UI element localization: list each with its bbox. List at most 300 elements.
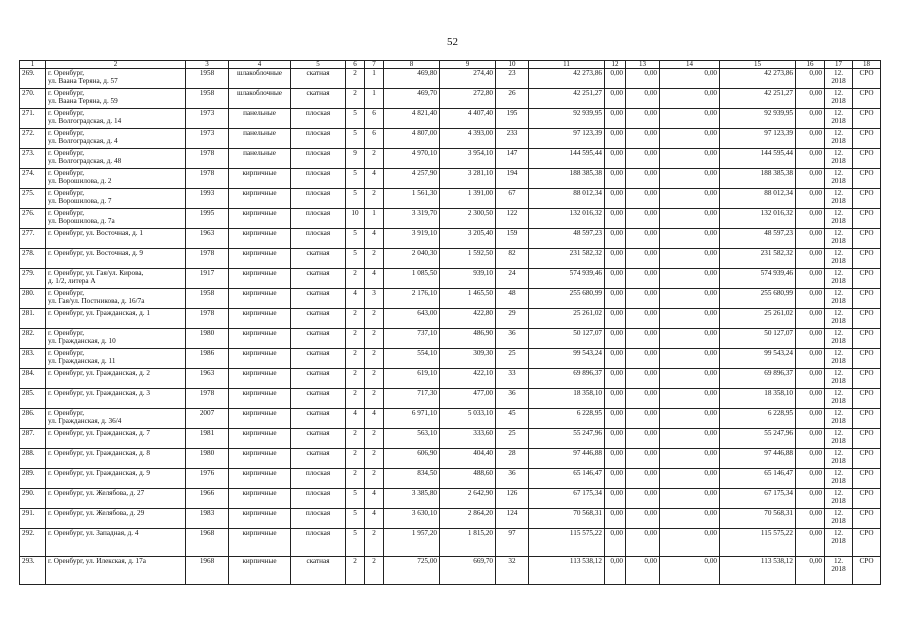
table-row [20,369,881,389]
residential-area-cell: 477,00 [440,389,496,409]
floors-count-cell: 2 [346,557,365,585]
residents-count-cell: 48 [496,289,529,309]
specific-cost-cell: 0,00 [796,409,825,429]
fund-local-cell: 0,00 [660,289,720,309]
address-cell [46,389,186,409]
fund-federal-cell: 0,00 [605,229,626,249]
fund-owners-cell: 97 446,88 [720,449,796,469]
completion-deadline-cell: 12. 2018 [825,489,853,509]
fund-local-cell: 0,00 [660,469,720,489]
roof-type-cell: скатная [291,557,346,585]
fund-local-cell: 0,00 [660,149,720,169]
address-line-2: ул. Ваана Теряна, д. 59 [48,97,118,105]
funding-method-cell: СРО [853,369,881,389]
fund-local-cell: 0,00 [660,209,720,229]
fund-owners-cell: 97 123,39 [720,129,796,149]
fund-local-cell: 0,00 [660,369,720,389]
fund-regional-cell: 0,00 [626,209,660,229]
total-area-cell: 554,10 [384,349,440,369]
column-number-header: 17 [825,61,853,69]
fund-regional-cell: 0,00 [626,149,660,169]
address-line-1: г. Оренбург, [48,169,85,177]
commission-year-cell: 1995 [186,209,229,229]
address-cell [46,489,186,509]
completion-deadline-cell: 12. 2018 [825,449,853,469]
fund-federal-cell: 0,00 [605,389,626,409]
table-row [20,449,881,469]
fund-local-cell: 0,00 [660,169,720,189]
funding-method-cell: СРО [853,489,881,509]
fund-federal-cell: 0,00 [605,69,626,89]
floors-count-cell: 5 [346,109,365,129]
residents-count-cell: 28 [496,449,529,469]
commission-year-cell: 1978 [186,249,229,269]
commission-year-cell: 1976 [186,469,229,489]
total-area-cell: 6 971,10 [384,409,440,429]
commission-year-cell: 2007 [186,409,229,429]
column-number-header: 9 [440,61,496,69]
wall-material-cell: кирпичные [229,229,291,249]
entrances-count-cell: 2 [365,429,384,449]
specific-cost-cell: 0,00 [796,429,825,449]
column-number-header: 13 [626,61,660,69]
address-cell [46,289,186,309]
table-row [20,329,881,349]
housing-registry-table [19,60,881,585]
entrances-count-cell: 1 [365,69,384,89]
funding-method-cell: СРО [853,429,881,449]
row-number-cell: 286. [20,409,46,429]
residents-count-cell: 45 [496,409,529,429]
wall-material-cell: кирпичные [229,429,291,449]
residents-count-cell: 97 [496,529,529,557]
repair-cost-cell: 55 247,96 [529,429,605,449]
row-number-cell: 272. [20,129,46,149]
row-number-cell: 274. [20,169,46,189]
specific-cost-cell: 0,00 [796,249,825,269]
residents-count-cell: 32 [496,557,529,585]
column-number-header: 15 [720,61,796,69]
specific-cost-cell: 0,00 [796,389,825,409]
address-line-1: г. Оренбург, [48,109,85,117]
address-cell [46,89,186,109]
address-line-1: г. Оренбург, ул. Гражданская, д. 8 [48,449,150,457]
commission-year-cell: 1978 [186,309,229,329]
table-row [20,389,881,409]
wall-material-cell: кирпичные [229,169,291,189]
specific-cost-cell: 0,00 [796,449,825,469]
address-line-2: ул. Ворошилова, д. 2 [48,177,112,185]
residential-area-cell: 2 300,50 [440,209,496,229]
entrances-count-cell: 2 [365,349,384,369]
completion-deadline-cell: 12. 2018 [825,289,853,309]
floors-count-cell: 5 [346,249,365,269]
wall-material-cell: панельные [229,109,291,129]
total-area-cell: 4 821,40 [384,109,440,129]
fund-regional-cell: 0,00 [626,509,660,529]
wall-material-cell: кирпичные [229,529,291,557]
completion-deadline-cell: 12. 2018 [825,229,853,249]
fund-regional-cell: 0,00 [626,329,660,349]
fund-owners-cell: 88 012,34 [720,189,796,209]
table-row [20,489,881,509]
commission-year-cell: 1968 [186,557,229,585]
specific-cost-cell: 0,00 [796,69,825,89]
fund-local-cell: 0,00 [660,109,720,129]
total-area-cell: 717,30 [384,389,440,409]
completion-deadline-cell: 12. 2018 [825,509,853,529]
address-cell [46,129,186,149]
repair-cost-cell: 6 228,95 [529,409,605,429]
floors-count-cell: 2 [346,389,365,409]
fund-federal-cell: 0,00 [605,169,626,189]
row-number-cell: 292. [20,529,46,557]
funding-method-cell: СРО [853,269,881,289]
completion-deadline-cell: 12. 2018 [825,189,853,209]
floors-count-cell: 4 [346,289,365,309]
specific-cost-cell: 0,00 [796,557,825,585]
fund-federal-cell: 0,00 [605,129,626,149]
residents-count-cell: 195 [496,109,529,129]
table-row [20,529,881,557]
specific-cost-cell: 0,00 [796,529,825,557]
fund-regional-cell: 0,00 [626,557,660,585]
fund-federal-cell: 0,00 [605,429,626,449]
fund-federal-cell: 0,00 [605,349,626,369]
address-line-2: ул. Волгоградская, д. 14 [48,117,122,125]
repair-cost-cell: 144 595,44 [529,149,605,169]
row-number-cell: 281. [20,309,46,329]
repair-cost-cell: 97 446,88 [529,449,605,469]
fund-regional-cell: 0,00 [626,189,660,209]
wall-material-cell: кирпичные [229,189,291,209]
fund-regional-cell: 0,00 [626,289,660,309]
specific-cost-cell: 0,00 [796,189,825,209]
repair-cost-cell: 97 123,39 [529,129,605,149]
floors-count-cell: 5 [346,529,365,557]
table-row [20,69,881,89]
address-line-2: ул. Гражданская, д. 11 [48,357,116,365]
fund-federal-cell: 0,00 [605,89,626,109]
repair-cost-cell: 42 251,27 [529,89,605,109]
total-area-cell: 3 319,70 [384,209,440,229]
address-line-1: г. Оренбург, [48,89,85,97]
table-row [20,229,881,249]
wall-material-cell: панельные [229,129,291,149]
fund-owners-cell: 6 228,95 [720,409,796,429]
specific-cost-cell: 0,00 [796,149,825,169]
residents-count-cell: 26 [496,89,529,109]
residential-area-cell: 4 407,40 [440,109,496,129]
row-number-cell: 273. [20,149,46,169]
address-cell [46,69,186,89]
repair-cost-cell: 42 273,86 [529,69,605,89]
column-number-header: 10 [496,61,529,69]
specific-cost-cell: 0,00 [796,349,825,369]
floors-count-cell: 2 [346,349,365,369]
residents-count-cell: 126 [496,489,529,509]
fund-owners-cell: 188 385,38 [720,169,796,189]
table-row [20,557,881,585]
floors-count-cell: 5 [346,169,365,189]
residential-area-cell: 1 592,50 [440,249,496,269]
entrances-count-cell: 2 [365,249,384,269]
total-area-cell: 834,50 [384,469,440,489]
address-cell [46,269,186,289]
entrances-count-cell: 6 [365,129,384,149]
address-line-1: г. Оренбург, ул. Западная, д. 4 [48,529,139,537]
wall-material-cell: кирпичные [229,409,291,429]
fund-local-cell: 0,00 [660,389,720,409]
wall-material-cell: кирпичные [229,349,291,369]
fund-owners-cell: 113 538,12 [720,557,796,585]
column-number-header: 8 [384,61,440,69]
specific-cost-cell: 0,00 [796,169,825,189]
address-cell [46,557,186,585]
address-line-2: д. 1/2, литера А [48,277,96,285]
commission-year-cell: 1986 [186,349,229,369]
total-area-cell: 1 085,50 [384,269,440,289]
completion-deadline-cell: 12. 2018 [825,309,853,329]
roof-type-cell: скатная [291,429,346,449]
floors-count-cell: 2 [346,329,365,349]
fund-regional-cell: 0,00 [626,349,660,369]
commission-year-cell: 1917 [186,269,229,289]
roof-type-cell: скатная [291,69,346,89]
commission-year-cell: 1958 [186,89,229,109]
address-line-2: ул. Ворошилова, д. 7а [48,217,115,225]
fund-federal-cell: 0,00 [605,209,626,229]
table-row [20,509,881,529]
commission-year-cell: 1973 [186,129,229,149]
total-area-cell: 4 807,00 [384,129,440,149]
repair-cost-cell: 69 896,37 [529,369,605,389]
wall-material-cell: кирпичные [229,389,291,409]
address-line-2: ул. Гая/ул. Постникова, д. 16/7а [48,297,145,305]
fund-federal-cell: 0,00 [605,409,626,429]
row-number-cell: 283. [20,349,46,369]
total-area-cell: 4 257,90 [384,169,440,189]
completion-deadline-cell: 12. 2018 [825,557,853,585]
fund-regional-cell: 0,00 [626,229,660,249]
row-number-cell: 271. [20,109,46,129]
fund-local-cell: 0,00 [660,429,720,449]
fund-federal-cell: 0,00 [605,189,626,209]
fund-federal-cell: 0,00 [605,249,626,269]
column-number-header: 2 [46,61,186,69]
total-area-cell: 2 176,10 [384,289,440,309]
roof-type-cell: плоская [291,489,346,509]
completion-deadline-cell: 12. 2018 [825,469,853,489]
funding-method-cell: СРО [853,289,881,309]
page-number: 52 [447,36,458,48]
fund-owners-cell: 42 273,86 [720,69,796,89]
fund-local-cell: 0,00 [660,449,720,469]
fund-local-cell: 0,00 [660,329,720,349]
roof-type-cell: скатная [291,249,346,269]
roof-type-cell: плоская [291,509,346,529]
column-number-header: 5 [291,61,346,69]
fund-owners-cell: 55 247,96 [720,429,796,449]
row-number-cell: 282. [20,329,46,349]
completion-deadline-cell: 12. 2018 [825,269,853,289]
entrances-count-cell: 4 [365,269,384,289]
repair-cost-cell: 25 261,02 [529,309,605,329]
fund-owners-cell: 132 016,32 [720,209,796,229]
roof-type-cell: плоская [291,529,346,557]
fund-regional-cell: 0,00 [626,69,660,89]
wall-material-cell: кирпичные [229,449,291,469]
roof-type-cell: скатная [291,329,346,349]
floors-count-cell: 5 [346,229,365,249]
roof-type-cell: скатная [291,409,346,429]
funding-method-cell: СРО [853,509,881,529]
commission-year-cell: 1966 [186,489,229,509]
fund-local-cell: 0,00 [660,129,720,149]
completion-deadline-cell: 12. 2018 [825,149,853,169]
funding-method-cell: СРО [853,449,881,469]
floors-count-cell: 5 [346,189,365,209]
residents-count-cell: 36 [496,389,529,409]
fund-regional-cell: 0,00 [626,129,660,149]
repair-cost-cell: 70 568,31 [529,509,605,529]
column-number-header: 16 [796,61,825,69]
table-row [20,249,881,269]
address-line-1: г. Оренбург, [48,349,85,357]
completion-deadline-cell: 12. 2018 [825,389,853,409]
address-cell [46,209,186,229]
wall-material-cell: шлакоблочные [229,69,291,89]
commission-year-cell: 1978 [186,149,229,169]
commission-year-cell: 1980 [186,329,229,349]
total-area-cell: 737,10 [384,329,440,349]
column-number-header: 12 [605,61,626,69]
column-number-header: 11 [529,61,605,69]
specific-cost-cell: 0,00 [796,109,825,129]
fund-regional-cell: 0,00 [626,409,660,429]
fund-owners-cell: 50 127,07 [720,329,796,349]
completion-deadline-cell: 12. 2018 [825,349,853,369]
table-row [20,189,881,209]
entrances-count-cell: 2 [365,309,384,329]
fund-owners-cell: 115 575,22 [720,529,796,557]
fund-owners-cell: 25 261,02 [720,309,796,329]
floors-count-cell: 2 [346,369,365,389]
fund-federal-cell: 0,00 [605,309,626,329]
specific-cost-cell: 0,00 [796,489,825,509]
repair-cost-cell: 99 543,24 [529,349,605,369]
column-number-header: 3 [186,61,229,69]
address-line-1: г. Оренбург, ул. Гражданская, д. 9 [48,469,150,477]
floors-count-cell: 5 [346,489,365,509]
residential-area-cell: 1 465,50 [440,289,496,309]
address-line-1: г. Оренбург, [48,209,85,217]
roof-type-cell: плоская [291,209,346,229]
table-row [20,309,881,329]
address-cell [46,369,186,389]
roof-type-cell: плоская [291,229,346,249]
total-area-cell: 1 957,20 [384,529,440,557]
floors-count-cell: 2 [346,69,365,89]
wall-material-cell: кирпичные [229,489,291,509]
address-line-1: г. Оренбург, [48,189,85,197]
fund-regional-cell: 0,00 [626,89,660,109]
residents-count-cell: 82 [496,249,529,269]
column-number-header: 7 [365,61,384,69]
address-cell [46,409,186,429]
residents-count-cell: 147 [496,149,529,169]
wall-material-cell: кирпичные [229,369,291,389]
address-cell [46,309,186,329]
address-cell [46,349,186,369]
commission-year-cell: 1968 [186,529,229,557]
repair-cost-cell: 67 175,34 [529,489,605,509]
roof-type-cell: плоская [291,189,346,209]
fund-owners-cell: 48 597,23 [720,229,796,249]
total-area-cell: 643,00 [384,309,440,329]
specific-cost-cell: 0,00 [796,269,825,289]
funding-method-cell: СРО [853,89,881,109]
residential-area-cell: 5 033,10 [440,409,496,429]
wall-material-cell: панельные [229,149,291,169]
address-cell [46,509,186,529]
address-line-1: г. Оренбург, ул. Гая/ул. Кирова, [48,269,144,277]
commission-year-cell: 1958 [186,289,229,309]
fund-local-cell: 0,00 [660,489,720,509]
residents-count-cell: 124 [496,509,529,529]
row-number-cell: 285. [20,389,46,409]
fund-owners-cell: 99 543,24 [720,349,796,369]
row-number-cell: 280. [20,289,46,309]
address-cell [46,329,186,349]
row-number-cell: 288. [20,449,46,469]
total-area-cell: 469,80 [384,69,440,89]
fund-federal-cell: 0,00 [605,329,626,349]
fund-local-cell: 0,00 [660,89,720,109]
total-area-cell: 1 561,30 [384,189,440,209]
specific-cost-cell: 0,00 [796,89,825,109]
row-number-cell: 278. [20,249,46,269]
fund-regional-cell: 0,00 [626,249,660,269]
residential-area-cell: 3 954,10 [440,149,496,169]
fund-local-cell: 0,00 [660,189,720,209]
residential-area-cell: 274,40 [440,69,496,89]
entrances-count-cell: 1 [365,209,384,229]
address-line-1: г. Оренбург, [48,129,85,137]
roof-type-cell: плоская [291,109,346,129]
residents-count-cell: 33 [496,369,529,389]
residential-area-cell: 3 205,40 [440,229,496,249]
table-row [20,429,881,449]
column-number-header: 18 [853,61,881,69]
roof-type-cell: скатная [291,269,346,289]
entrances-count-cell: 4 [365,509,384,529]
funding-method-cell: СРО [853,169,881,189]
roof-type-cell: скатная [291,309,346,329]
fund-federal-cell: 0,00 [605,449,626,469]
entrances-count-cell: 2 [365,469,384,489]
total-area-cell: 619,10 [384,369,440,389]
floors-count-cell: 10 [346,209,365,229]
fund-owners-cell: 65 146,47 [720,469,796,489]
residential-area-cell: 1 391,00 [440,189,496,209]
completion-deadline-cell: 12. 2018 [825,209,853,229]
commission-year-cell: 1978 [186,169,229,189]
commission-year-cell: 1963 [186,229,229,249]
fund-regional-cell: 0,00 [626,169,660,189]
fund-local-cell: 0,00 [660,309,720,329]
floors-count-cell: 2 [346,89,365,109]
